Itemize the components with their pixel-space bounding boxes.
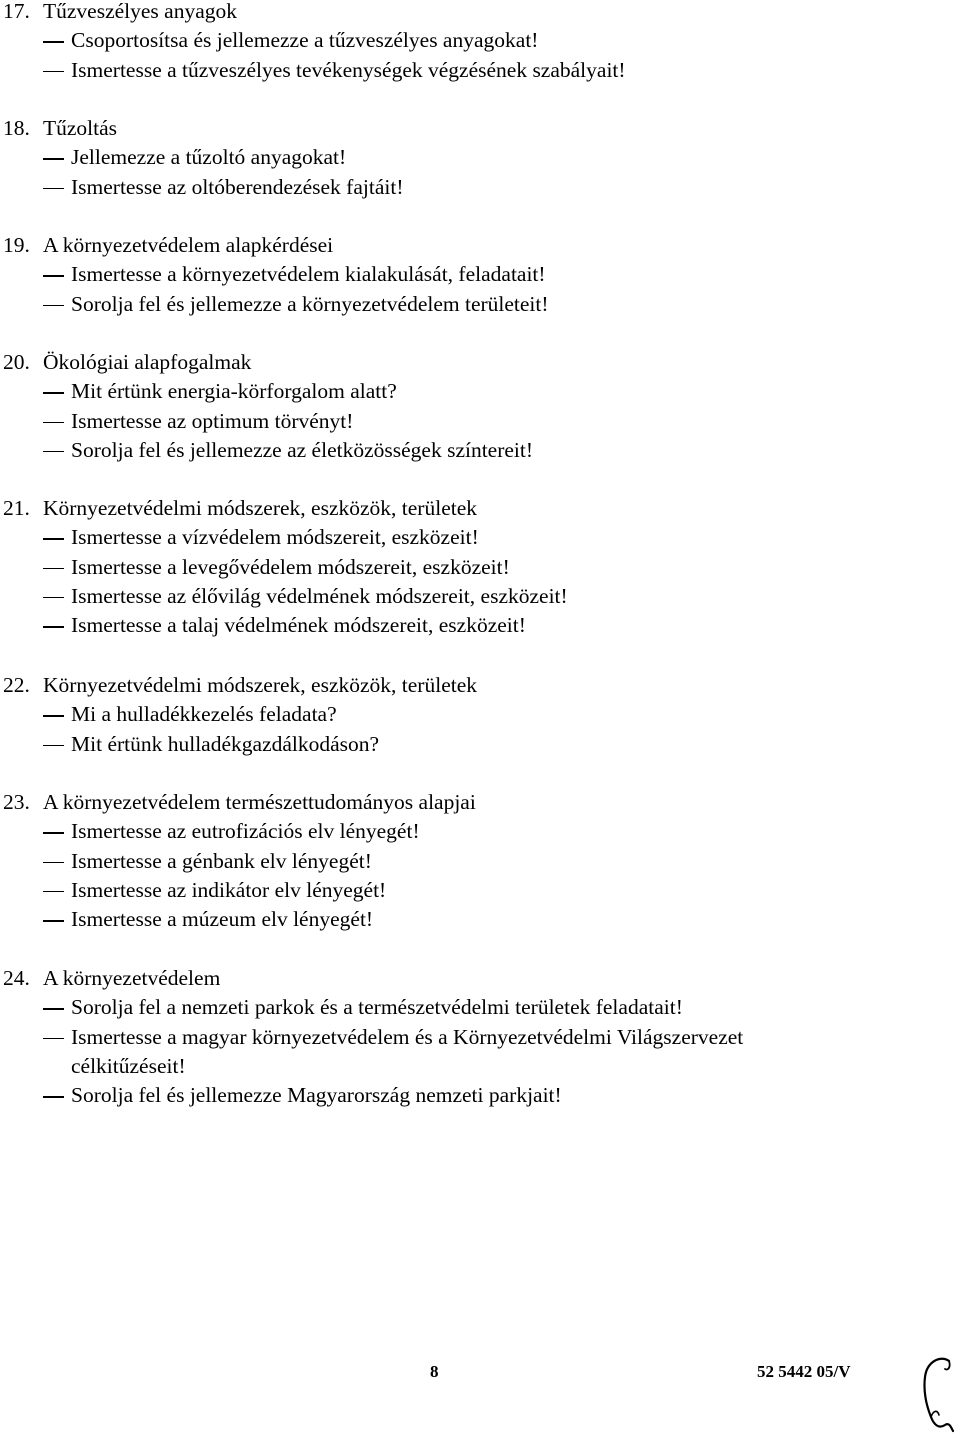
section-21 bbox=[3, 494, 568, 640]
list-item bbox=[3, 730, 477, 759]
section-23 bbox=[3, 788, 476, 934]
section-17 bbox=[3, 0, 626, 85]
section-title: Környezetvédelmi módszerek, eszközök, területek bbox=[43, 496, 477, 520]
document-code: 52 5442 05/V bbox=[757, 1362, 851, 1381]
section-18 bbox=[3, 114, 403, 202]
list-item-text: Ismertesse az eutrofizációs elv lényegét! bbox=[71, 819, 420, 844]
list-item-text: Mit értünk hulladékgazdálkodáson? bbox=[71, 731, 380, 756]
list-item-text: Ismertesse az élővilág védelmének módszereit, eszközeit! bbox=[71, 583, 568, 608]
list-item bbox=[3, 847, 476, 876]
section-title: Tűzoltás bbox=[43, 116, 118, 140]
list-item bbox=[3, 290, 549, 319]
list-item-text: Mit értünk energia-körforgalom alatt? bbox=[71, 379, 397, 404]
section-number: 20. bbox=[3, 350, 30, 374]
list-item bbox=[3, 611, 568, 640]
section-number: 24. bbox=[3, 966, 30, 990]
list-item-text: Ismertesse a génbank elv lényegét! bbox=[71, 848, 372, 873]
page-number: 8 bbox=[430, 1362, 439, 1381]
list-item bbox=[3, 1023, 743, 1052]
list-item bbox=[3, 173, 403, 202]
list-item bbox=[3, 523, 568, 552]
list-item-text: Ismertesse a múzeum elv lényegét! bbox=[71, 907, 374, 932]
list-item bbox=[3, 436, 533, 465]
list-item bbox=[3, 260, 549, 289]
section-number: 19. bbox=[3, 233, 30, 257]
section-title: A környezetvédelem természettudományos alapjai bbox=[43, 790, 476, 814]
list-item bbox=[3, 582, 568, 611]
section-heading bbox=[3, 114, 403, 143]
section-20 bbox=[3, 348, 533, 465]
section-heading bbox=[3, 671, 477, 700]
list-item-text: Sorolja fel és jellemezze az életközösségek színtereit! bbox=[71, 437, 534, 462]
list-item bbox=[3, 1081, 743, 1110]
list-item-text: Ismertesse a talaj védelmének módszereit, eszközeit! bbox=[71, 613, 526, 638]
section-heading bbox=[3, 494, 568, 523]
section-title: A környezetvédelem bbox=[43, 966, 221, 990]
list-item-text: Ismertesse a tűzveszélyes tevékenységek végzésének szabályait! bbox=[71, 57, 626, 82]
list-item-text: Mi a hulladékkezelés feladata? bbox=[71, 702, 337, 727]
section-number: 21. bbox=[3, 496, 30, 520]
list-item-text: Ismertesse a vízvédelem módszereit, eszközeit! bbox=[71, 525, 479, 550]
section-title: Környezetvédelmi módszerek, eszközök, területek bbox=[43, 673, 477, 697]
list-item-text: Csoportosítsa és jellemezze a tűzveszélyes anyagokat! bbox=[71, 28, 539, 53]
section-19 bbox=[3, 231, 549, 319]
list-item-text: Ismertesse az optimum törvényt! bbox=[71, 408, 354, 433]
list-item-continuation bbox=[3, 1052, 743, 1081]
section-title: Ökológiai alapfogalmak bbox=[43, 350, 252, 374]
list-item-text: Ismertesse a levegővédelem módszereit, eszközeit! bbox=[71, 554, 510, 579]
section-heading bbox=[3, 964, 743, 993]
section-number: 23. bbox=[3, 790, 30, 814]
list-item-text: Sorolja fel és jellemezze Magyarország nemzeti parkjait! bbox=[71, 1083, 562, 1108]
list-item-text: Ismertesse a magyar környezetvédelem és a Környezetvédelmi Világszervezet bbox=[71, 1024, 744, 1049]
list-item-text: Sorolja fel és jellemezze a környezetvédelem területeit! bbox=[71, 291, 549, 316]
list-item bbox=[3, 700, 477, 729]
section-number: 22. bbox=[3, 673, 30, 697]
list-item-text: Ismertesse az indikátor elv lényegét! bbox=[71, 877, 387, 902]
section-heading bbox=[3, 348, 533, 377]
list-item-text: célkitűzéseit! bbox=[71, 1053, 186, 1078]
section-heading bbox=[3, 788, 476, 817]
section-heading bbox=[3, 231, 549, 260]
section-24 bbox=[3, 964, 743, 1110]
list-item bbox=[3, 407, 533, 436]
list-item bbox=[3, 143, 403, 172]
section-title: A környezetvédelem alapkérdései bbox=[43, 233, 334, 257]
list-item bbox=[3, 26, 626, 55]
list-item-text: Sorolja fel a nemzeti parkok és a természetvédelmi területek feladatait! bbox=[71, 995, 683, 1020]
list-item bbox=[3, 905, 476, 934]
section-heading bbox=[3, 0, 626, 26]
section-title: Tűzveszélyes anyagok bbox=[43, 0, 238, 23]
list-item bbox=[3, 993, 743, 1022]
list-item bbox=[3, 377, 533, 406]
section-number: 18. bbox=[3, 116, 30, 140]
list-item-text: Ismertesse a környezetvédelem kialakulását, feladatait! bbox=[71, 262, 546, 287]
list-item bbox=[3, 56, 626, 85]
list-item bbox=[3, 817, 476, 846]
list-item bbox=[3, 553, 568, 582]
section-number: 17. bbox=[3, 0, 30, 23]
list-item-text: Ismertesse az oltóberendezések fajtáit! bbox=[71, 174, 404, 199]
list-item bbox=[3, 876, 476, 905]
section-22 bbox=[3, 671, 477, 759]
signature-mark bbox=[915, 1355, 960, 1435]
list-item-text: Jellemezze a tűzoltó anyagokat! bbox=[71, 145, 347, 170]
